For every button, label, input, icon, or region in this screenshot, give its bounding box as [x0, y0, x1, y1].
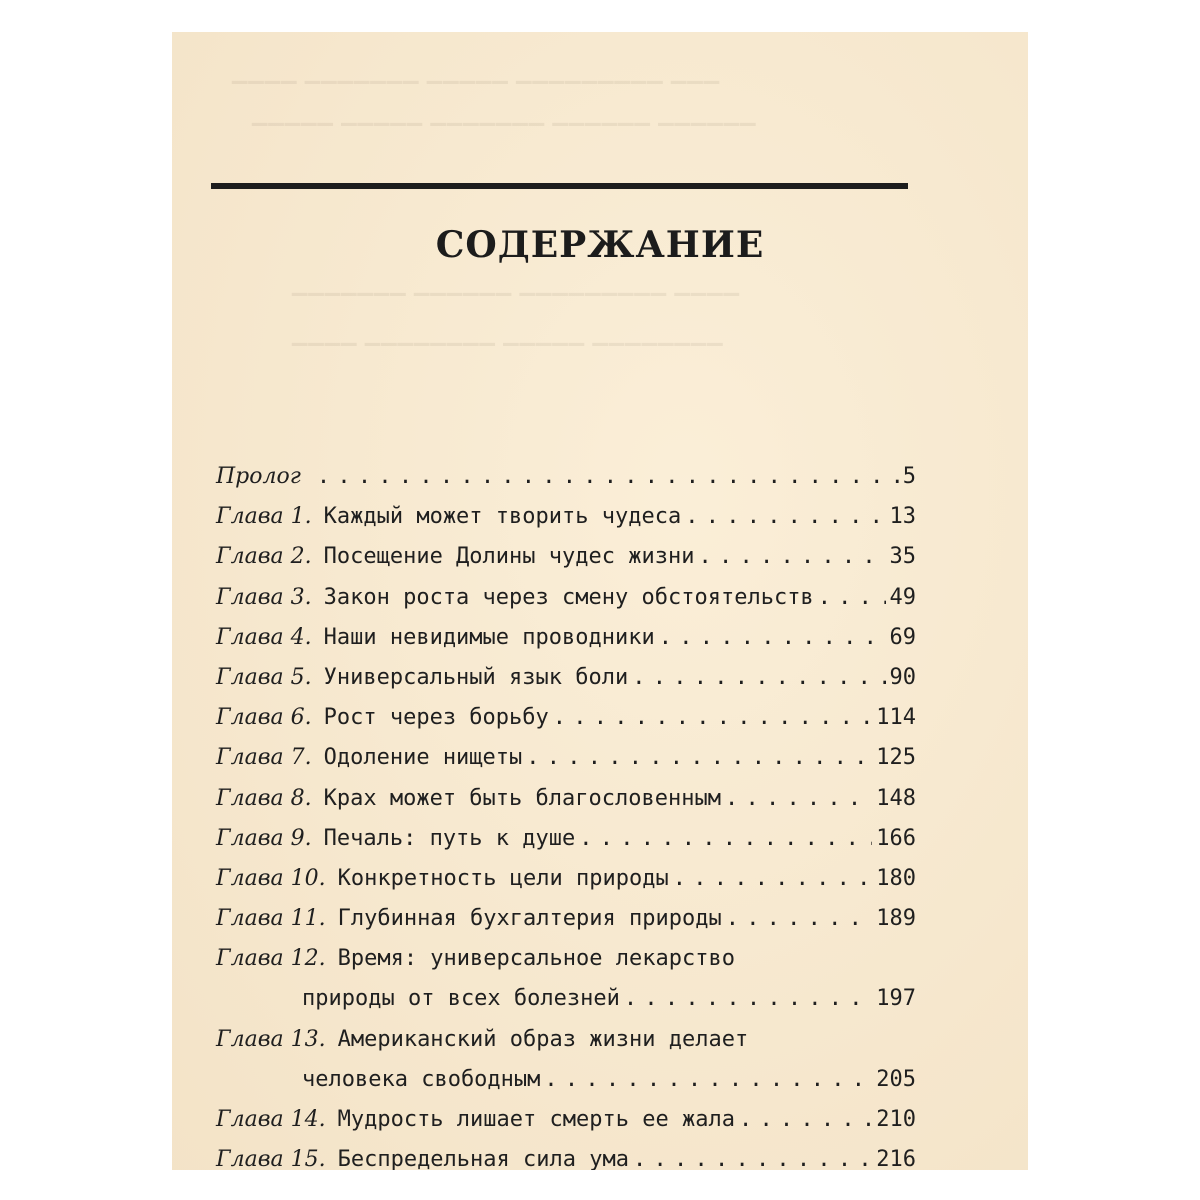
chapter-label: Глава 2.	[216, 544, 312, 570]
toc-entry	[216, 779, 916, 819]
chapter-title: Конкретность цели природы	[337, 865, 669, 891]
page-number: 35	[889, 544, 916, 570]
chapter-label: Глава 13.	[216, 1026, 326, 1052]
page-title: СОДЕРЖАНИЕ	[435, 224, 765, 266]
toc-line	[216, 1020, 916, 1060]
dot-leader	[317, 457, 899, 497]
dot-leader	[624, 979, 872, 1019]
toc-line	[216, 1140, 916, 1170]
chapter-title: Крах может быть благословенным	[323, 785, 721, 811]
page-number: 90	[889, 664, 916, 690]
page-number: 69	[889, 624, 916, 650]
page-number: 210	[876, 1107, 916, 1132]
page-number: 114	[876, 705, 916, 731]
page-number: 197	[876, 986, 916, 1012]
chapter-label: Глава 5.	[216, 664, 312, 690]
chapter-label: Пролог	[216, 464, 301, 489]
page-number: 49	[889, 584, 916, 610]
dot-leader	[698, 537, 885, 577]
page-number: 125	[876, 745, 916, 771]
toc-entry	[216, 1100, 916, 1140]
chapter-title: Рост через борьбу	[323, 705, 549, 731]
chapter-label: Глава 8.	[216, 785, 312, 811]
toc-line	[216, 537, 916, 577]
dot-leader	[673, 859, 873, 899]
dot-leader	[685, 497, 885, 537]
page-number: 5	[902, 464, 916, 489]
chapter-label: Глава 3.	[216, 584, 312, 610]
chapter-label: Глава 1.	[216, 504, 312, 530]
chapter-label: Глава 12.	[216, 946, 326, 972]
chapter-title: Закон роста через смену обстоятельств	[323, 584, 814, 610]
page-number: 205	[876, 1066, 916, 1092]
toc-line	[216, 859, 916, 899]
dot-leader	[726, 899, 873, 939]
dot-leader	[526, 738, 872, 778]
page-number: 166	[876, 825, 916, 851]
dot-leader	[579, 819, 872, 859]
toc-line	[216, 698, 916, 738]
toc-line	[216, 779, 916, 819]
toc-line	[216, 1060, 916, 1100]
dot-leader	[739, 1100, 872, 1140]
dot-leader	[659, 618, 886, 658]
dot-leader	[544, 1060, 872, 1100]
toc-entry	[216, 618, 916, 658]
chapter-title: Беспредельная сила ума	[337, 1147, 629, 1170]
table-of-contents	[216, 457, 916, 1170]
dot-leader	[818, 578, 886, 618]
dot-leader	[725, 779, 872, 819]
bleed-through-texture: ▁▁▁▁ ▁▁▁▁▁▁▁▁ ▁▁▁▁▁ ▁▁▁▁▁▁▁▁	[292, 322, 724, 346]
chapter-title: Каждый может творить чудеса	[323, 504, 682, 530]
toc-entry	[216, 1140, 916, 1170]
toc-entry	[216, 537, 916, 577]
toc-line	[216, 618, 916, 658]
chapter-label: Глава 14.	[216, 1107, 326, 1132]
book-page	[172, 32, 1028, 1170]
chapter-title: Мудрость лишает смерть ее жала	[337, 1107, 735, 1132]
toc-line	[216, 738, 916, 778]
chapter-title: Американский образ жизни делает	[337, 1026, 749, 1052]
toc-line	[216, 939, 916, 979]
toc-entry	[216, 738, 916, 778]
chapter-label: Глава 9.	[216, 825, 312, 851]
toc-entry	[216, 899, 916, 939]
page-number: 13	[889, 504, 916, 530]
toc-entry	[216, 859, 916, 899]
chapter-title: Глубинная бухгалтерия природы	[337, 906, 722, 932]
toc-line	[216, 1100, 916, 1140]
toc-line	[216, 658, 916, 698]
page-number: 180	[876, 865, 916, 891]
chapter-label: Глава 10.	[216, 865, 326, 891]
chapter-title: Посещение Долины чудес жизни	[323, 544, 695, 570]
page-number: 216	[876, 1147, 916, 1170]
chapter-label: Глава 7.	[216, 745, 312, 771]
bleed-through-texture: ▁▁▁▁▁▁▁ ▁▁▁▁▁▁ ▁▁▁▁▁▁▁▁▁ ▁▁▁▁	[292, 272, 740, 296]
chapter-title: Наши невидимые проводники	[323, 624, 655, 650]
chapter-title: Время: универсальное лекарство	[337, 946, 735, 972]
toc-entry	[216, 698, 916, 738]
chapter-title: Одоление нищеты	[323, 745, 523, 771]
chapter-label: Глава 15.	[216, 1147, 326, 1170]
chapter-label: Глава 4.	[216, 624, 312, 650]
header-rule	[211, 183, 908, 189]
toc-entry	[216, 658, 916, 698]
toc-line	[216, 899, 916, 939]
bleed-through-texture: ▁▁▁▁▁ ▁▁▁▁▁ ▁▁▁▁▁▁▁ ▁▁▁▁▁▁ ▁▁▁▁▁▁	[252, 102, 757, 126]
chapter-label: Глава 11.	[216, 906, 326, 932]
dot-leader	[633, 1140, 872, 1170]
dot-leader	[553, 698, 872, 738]
toc-line	[216, 578, 916, 618]
toc-entry	[216, 819, 916, 859]
chapter-label: Глава 6.	[216, 705, 312, 731]
toc-entry	[216, 497, 916, 537]
page-number: 189	[876, 906, 916, 932]
toc-entry	[216, 457, 916, 497]
bleed-through-texture: ▁▁▁▁ ▁▁▁▁▁▁▁ ▁▁▁▁▁ ▁▁▁▁▁▁▁▁▁ ▁▁▁	[232, 60, 721, 84]
chapter-title: природы от всех болезней	[302, 986, 620, 1012]
toc-line	[216, 457, 916, 497]
toc-line	[216, 497, 916, 537]
toc-entry	[216, 578, 916, 618]
toc-line	[216, 979, 916, 1019]
toc-line	[216, 819, 916, 859]
page-number: 148	[876, 785, 916, 811]
toc-entry	[216, 1020, 916, 1100]
chapter-title: Универсальный язык боли	[323, 664, 629, 690]
chapter-title: Печаль: путь к душе	[323, 825, 576, 851]
dot-leader	[632, 658, 885, 698]
toc-entry	[216, 939, 916, 1019]
chapter-title: человека свободным	[302, 1066, 541, 1092]
